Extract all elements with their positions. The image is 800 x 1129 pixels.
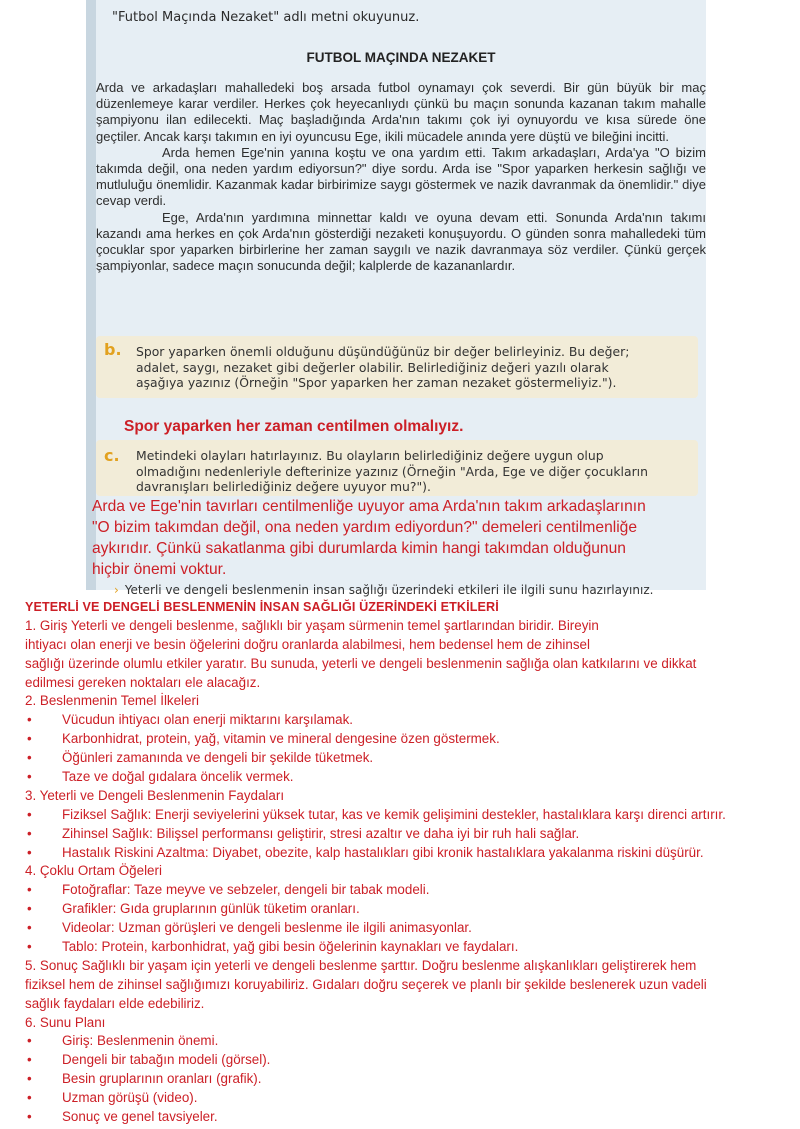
bullet-dot-icon: • [27, 806, 32, 822]
bullet-dot-icon: • [27, 712, 32, 728]
report-bullet-text: Fiziksel Sağlık: Enerji seviyelerini yüksek tutar, kas ve kemik gelişimini destekler, hastalıklara karşı direnci artırır. [62, 806, 726, 822]
report-text-line: 3. Yeterli ve Dengeli Beslenmenin Faydaları [25, 787, 285, 803]
question-line: Spor yaparken önemli olduğunu düşündüğünüz bir değer belirleyiniz. Bu değer; [136, 344, 630, 359]
answer-b-handwritten: Spor yaparken her zaman centilmen olmalıyız. [124, 418, 464, 435]
report-bullet-item [25, 881, 795, 900]
report-bullet-item [25, 711, 795, 730]
story-title: FUTBOL MAÇINDA NEZAKET [306, 50, 496, 65]
report-bullet-text: Hastalık Riskini Azaltma: Diyabet, obezite, kalp hastalıkları gibi kronik hastalıklara yakalanma riskini düşürür. [62, 844, 704, 860]
report-bullet-item [25, 768, 795, 787]
report-bullet-item [25, 919, 795, 938]
reading-instruction: "Futbol Maçında Nezaket" adlı metni okuyunuz. [112, 10, 420, 25]
story-paragraph: Ege, Arda'nın yardımına minnettar kaldı ve oyuna devam etti. Sonunda Arda'nın takımı kazandı ama herkes en çok Arda'nın gösterdiği nezaketi konuşuyordu. O günden sonra mahalledeki tüm çocuklar spor yaparken birbirlerine her zaman saygılı ve nazik davranmaya söz verdiler. Çünkü gerçek şampiyonlar, sadece maçın sonucunda değil; kalplerde de kazananlardır. [96, 209, 706, 274]
report-bullet-text: Vücudun ihtiyacı olan enerji miktarını karşılamak. [62, 712, 354, 728]
bullet-dot-icon: • [27, 1109, 32, 1125]
bullet-dot-icon: • [27, 939, 32, 955]
report-bullet-text: Videolar: Uzman görüşleri ve dengeli beslenme ile ilgili animasyonlar. [62, 920, 472, 936]
question-c-letter: c. [104, 446, 120, 465]
bullet-dot-icon: • [27, 844, 32, 860]
report-bullet-text: Grafikler: Gıda gruplarının günlük tüketim oranları. [62, 901, 360, 917]
report-bullet-item [25, 1032, 795, 1051]
report-text-line: fiziksel hem de zihinsel sağlığımızı koruyabiliriz. Gıdaları doğru seçerek ve planlı bir şekilde beslenerek uzun vadeli [25, 976, 707, 992]
answer-line: "O bizim takımdan değil, ona neden yardım ediyordun?" demeleri centilmenliğe [92, 519, 638, 536]
report-text-line: edilmesi gereken noktaları ele alacağız. [25, 674, 261, 690]
report-text-line: 2. Beslenmenin Temel İlkeleri [25, 693, 199, 709]
report-bullet-item [25, 749, 795, 768]
bullet-dot-icon: • [27, 731, 32, 747]
question-b-letter: b. [104, 340, 122, 359]
answer-line: aykırıdır. Çünkü sakatlanma gibi durumlarda kimin hangi takımdan olduğunun [92, 540, 626, 557]
question-line: olmadığını nedenleriyle defterinize yazınız (Örneğin "Arda, Ege ve diğer çocukların [136, 463, 648, 479]
report-bullet-text: Tablo: Protein, karbonhidrat, yağ gibi besin öğelerinin kaynakları ve faydaları. [62, 939, 519, 955]
report-bullet-item [25, 938, 795, 957]
report-bullet-text: Karbonhidrat, protein, yağ, vitamin ve mineral dengesine özen göstermek. [62, 731, 500, 747]
report-bullet-item [25, 1070, 795, 1089]
report-bullet-text: Dengeli bir tabağın modeli (görsel). [62, 1052, 271, 1068]
answer-line: hiçbir önemi voktur. [92, 561, 227, 578]
bullet-dot-icon: • [27, 750, 32, 766]
report-text-line: 6. Sunu Planı [25, 1014, 106, 1030]
answer-line: Arda ve Ege'nin tavırları centilmenliğe uyuyor ama Arda'nın takım arkadaşlarının [92, 498, 646, 515]
report-bullet-item [25, 730, 795, 749]
report-bullet-text: Besin gruplarının oranları (grafik). [62, 1071, 262, 1087]
bullet-dot-icon: • [27, 825, 32, 841]
report-bullet-item [25, 844, 795, 863]
report-bullet-text: Uzman görüşü (video). [62, 1090, 198, 1106]
next-task-prompt [114, 583, 653, 597]
question-c-text [136, 448, 698, 495]
bullet-dot-icon: • [27, 920, 32, 936]
report-bullet-text: Giriş: Beslenmenin önemi. [62, 1033, 219, 1049]
bullet-dot-icon: • [27, 882, 32, 898]
report-bullet-text: Fotoğraflar: Taze meyve ve sebzeler, dengeli bir tabak modeli. [62, 882, 430, 898]
report-text-line: 1. Giriş Yeterli ve dengeli beslenme, sağlıklı bir yaşam sürmenin temel şartlarından biridir. Bireyin [25, 617, 599, 633]
bullet-dot-icon: • [27, 769, 32, 785]
report-bullet-item [25, 900, 795, 919]
nutrition-report [25, 598, 795, 1127]
report-bullet-text: Taze ve doğal gıdalara öncelik vermek. [62, 769, 294, 785]
question-line: aşağıya yazınız (Örneğin "Spor yaparken her zaman nezaket göstermeliyiz."). [136, 375, 617, 390]
report-heading: YETERLİ VE DENGELİ BESLENMENİN İNSAN SAĞLIĞI ÜZERİNDEKİ ETKİLERİ [25, 600, 499, 614]
story-text [96, 80, 706, 274]
report-text-line: 4. Çoklu Ortam Öğeleri [25, 863, 162, 879]
report-bullet-text: Sonuç ve genel tavsiyeler. [62, 1109, 218, 1125]
report-text-line: sağlığı üzerinde olumlu etkiler yaratır. Bu sunuda, yeterli ve dengeli beslenmenin sağlığa olan katkılarını ve dikkat [25, 655, 697, 671]
question-b-text [136, 344, 698, 391]
question-line: adalet, saygı, nezaket gibi değerler olabilir. Belirlediğiniz değeri yazılı olarak [136, 359, 609, 375]
answer-c-handwritten [92, 496, 646, 580]
report-text-line: sağlık faydaları elde edebiliriz. [25, 995, 205, 1011]
bullet-dot-icon: • [27, 901, 32, 917]
report-bullet-item [25, 1108, 795, 1127]
report-text-line: 5. Sonuç Sağlıklı bir yaşam için yeterli ve dengeli beslenme şarttır. Doğru beslenme alışkanlıkları geliştirerek hem [25, 957, 697, 973]
story-paragraph: Arda hemen Ege'nin yanına koştu ve ona yardım etti. Takım arkadaşları, Arda'ya "O bizim takımda değil, ona neden yardım ediyorsun?" diye sordu. Arda ise "Spor yaparken herkesin sağlığı ve mutluluğu önemlidir. Kazanmak kadar birbirimize saygı göstermek ve nazik davranmak da önemlidir." diye cevap verdi. [96, 144, 706, 209]
report-bullet-item [25, 1051, 795, 1070]
next-task-text: Yeterli ve dengeli beslenmenin insan sağlığı üzerindeki etkileri ile ilgili sunu hazırlayınız. [124, 583, 654, 597]
question-line: davranışları belirlediğiniz değere uyuyor mu?"). [136, 479, 431, 494]
report-bullet-text: Öğünleri zamanında ve dengeli bir şekilde tüketmek. [62, 750, 374, 766]
bullet-dot-icon: • [27, 1052, 32, 1068]
chevron-right-icon: › [114, 583, 119, 597]
question-line: Metindeki olayları hatırlayınız. Bu olayların belirlediğiniz değere uygun olup [136, 448, 604, 463]
report-text-line: ihtiyacı olan enerji ve besin öğelerini doğru oranlarda alabilmesi, hem bedensel hem de zihinsel [25, 636, 590, 652]
report-bullet-text: Zihinsel Sağlık: Bilişsel performansı geliştirir, stresi azaltır ve daha iyi bir ruh hali sağlar. [62, 825, 580, 841]
story-paragraph: Arda ve arkadaşları mahalledeki boş arsada futbol oynamayı çok severdi. Bir gün büyük bir maç düzenlemeye karar verdiler. Herkes çok heyecanlıydı çünkü bu maçın sonunda kazanan takım mahalle şampiyonu ilan edilecekti. Maç başladığında Arda'nın takımı çok iyi oynuyordu ve kısa sürede öne geçtiler. Ancak karşı takımın en iyi oyuncusu Ege, ikili mücadele anında yere düştü ve bileğini incitti. [96, 80, 706, 144]
report-bullet-item [25, 1089, 795, 1108]
bullet-dot-icon: • [27, 1071, 32, 1087]
bullet-dot-icon: • [27, 1033, 32, 1049]
report-bullet-item [25, 806, 795, 825]
bullet-dot-icon: • [27, 1090, 32, 1106]
report-bullet-item [25, 825, 795, 844]
